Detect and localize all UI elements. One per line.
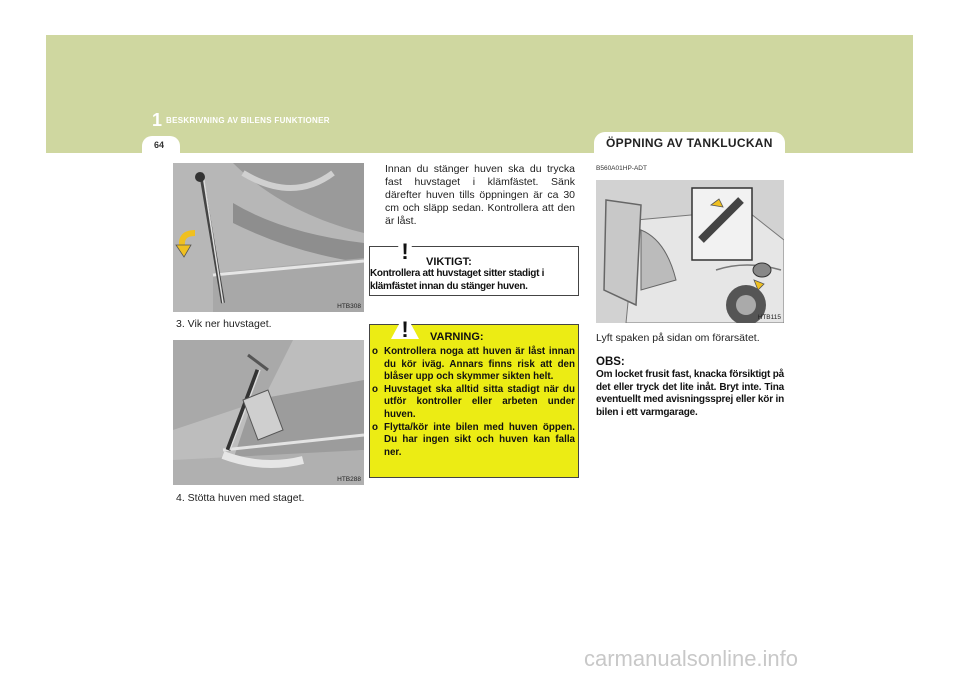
warning-title: VARNING: xyxy=(430,331,484,343)
reference-code: B560A01HP-ADT xyxy=(596,165,647,172)
warning-item xyxy=(372,346,575,384)
warning-item-text: Kontrollera noga att huven är låst innan du kör iväg. Annars finns risk att den blåser upp och skymmer sikten helt. xyxy=(384,346,575,383)
caution-triangle-icon xyxy=(390,234,420,262)
svg-text:!: ! xyxy=(401,317,409,340)
warning-item-text: Flytta/kör inte bilen med huven öppen. Du har ingen sikt och huven kan falla ner. xyxy=(384,421,575,458)
hood-support-photo xyxy=(173,340,364,485)
bullet: o xyxy=(372,346,378,357)
hood-stay-photo xyxy=(173,163,364,312)
page-number: 64 xyxy=(154,140,165,150)
lever-caption: Lyft spaken på sidan om förarsätet. xyxy=(596,332,760,344)
image-label: HTB308 xyxy=(337,303,361,310)
fuel-lever-photo xyxy=(596,180,784,323)
chapter-title: BESKRIVNING AV BILENS FUNKTIONER xyxy=(166,116,330,125)
step-4-caption: 4. Stötta huven med staget. xyxy=(176,492,305,504)
obs-title: OBS: xyxy=(596,356,625,368)
bullet: o xyxy=(372,421,378,433)
svg-text:!: ! xyxy=(401,239,409,262)
notice-text: Kontrollera att huvstaget sitter stadigt i klämfästet innan du stänger huven. xyxy=(370,268,545,292)
header-band xyxy=(46,35,913,153)
body-paragraph: Innan du stänger huven ska du trycka fast huvstaget i klämfästet. Sänk därefter huven tills öppningen är ca 30 cm och släpp sedan. Kontrollera att den är låst. xyxy=(385,163,575,227)
section-title: ÖPPNING AV TANKLUCKAN xyxy=(606,136,773,150)
watermark: carmanualsonline.info xyxy=(584,646,799,671)
image-label: HTB115 xyxy=(757,314,781,321)
warning-triangle-icon xyxy=(390,312,420,340)
bullet: o xyxy=(372,383,378,395)
warning-item xyxy=(372,384,575,422)
obs-text: Om locket frusit fast, knacka försiktigt på det eller tryck det lite inåt. Bryt inte. Tina eventuellt med avisningssprej eller kör in bilen i ett varmgarage. xyxy=(596,369,784,418)
image-label: HTB288 xyxy=(337,476,361,483)
warning-list xyxy=(372,346,575,459)
step-3-caption: 3. Vik ner huvstaget. xyxy=(176,318,272,330)
chapter-number: 1 xyxy=(152,110,163,130)
notice-title: VIKTIGT: xyxy=(426,256,472,268)
warning-item xyxy=(372,422,575,460)
warning-item-text: Huvstaget ska alltid sitta stadigt när du utför kontroller eller arbeten under huven. xyxy=(384,383,575,420)
